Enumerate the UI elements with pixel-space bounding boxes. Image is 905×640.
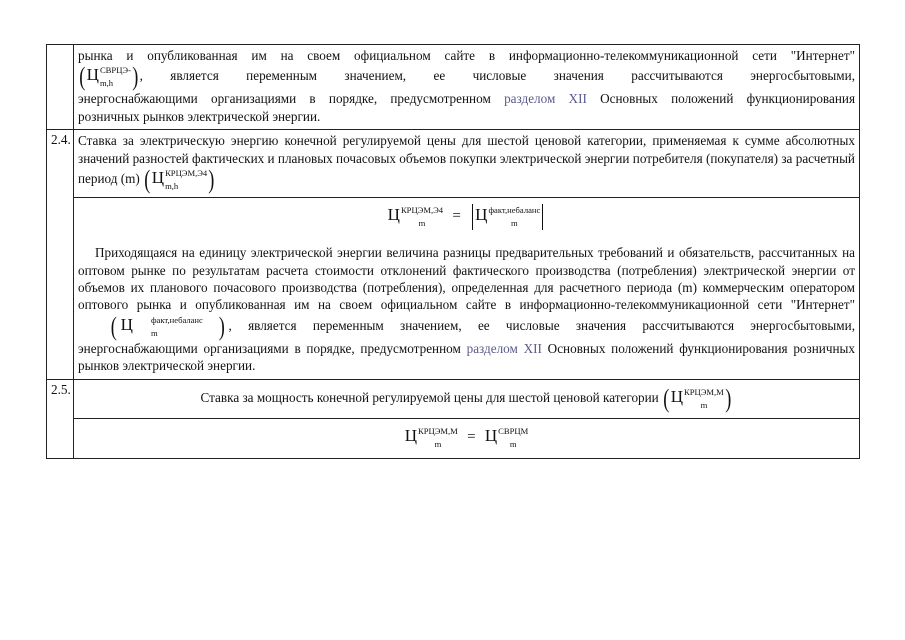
- formula-symbol: Ц: [151, 168, 165, 188]
- description-cell: [74, 130, 860, 198]
- text-line: розничных рынков электрической энергии.: [78, 108, 321, 124]
- tariff-table: [46, 44, 860, 459]
- formula-block: Ц КРЦЭМ,Э4 m = Ц факт,небаланс m: [78, 204, 855, 230]
- section-link[interactable]: разделом XII: [466, 340, 542, 356]
- text-fragment: , является переменным значением, ее числовые значения рассчитываются энергосбытовыми,: [139, 68, 855, 84]
- formula-cell: [74, 198, 860, 380]
- rate-description: Ставка за мощность конечной регулируемой цены для шестой ценовой категории: [200, 389, 659, 405]
- rate-description: Ставка за электрическую энергию конечной регулируемой цены для шестой ценовой категории, применяемая к сумме абсолютных значений разностей фактических и плановых почасовых объемов покупки электрической энергии потребителя (покупателя) за расчетный период (m): [78, 133, 855, 187]
- table-row: [47, 379, 860, 418]
- row-number-cell: 2.5.: [47, 379, 74, 458]
- table-row: [47, 45, 860, 130]
- formula-symbol: Ц: [86, 65, 99, 85]
- formula-inline: ( Ц факт,небаланс m ): [110, 311, 225, 341]
- formula-inline: (Ц КРЦЭМ,М m ): [663, 383, 732, 413]
- description-cell: [74, 379, 860, 418]
- formula-explanation: Приходящаяся на единицу электрической энергии величина разницы предварительных требований и обязательств, рассчитанных на оптовом рынке по результатам расчета стоимости отклонений фактического производства (потребления) электрической энергии от объемов их планового почасового производства (потребления), определенная для расчетного периода (m) коммерческим оператором оптового рынка и опубликованная им на своем официальном сайте в информационно-телекоммуникационной сети "Интернет" ( Ц факт,небаланс m ) , является переменным значением, ее числовые значения рассчитываются энергосбытовыми, энергоснабжающими организациями в порядке, предусмотренном разделом XII Основных положений функционирования розничных рынков электрической энергии.: [78, 245, 855, 374]
- table-row: [47, 198, 860, 380]
- description-cell: [74, 45, 860, 130]
- formula-superscript: КРЦЭМ,Э4: [165, 168, 208, 179]
- formula-block: Ц КРЦЭМ,М m = Ц СВРЦМ m: [404, 425, 529, 449]
- equals-sign: =: [452, 208, 461, 225]
- abs-bar-left: [472, 204, 473, 230]
- row-number-cell: 2.4.: [47, 130, 74, 379]
- formula-inline: (Ц КРЦЭМ,Э4 m,h ): [144, 165, 215, 195]
- row-number-cell: [47, 45, 74, 130]
- formula-superscript: СВРЦЭ-: [99, 65, 131, 76]
- formula-subscript: m,h: [165, 181, 179, 192]
- text-line: энергоснабжающими организациями в порядке, предусмотренном разделом XII Основных положений функционирования: [78, 91, 856, 107]
- formula-cell: [74, 418, 860, 458]
- text-line: рынка и опубликованная им на своем официальном сайте в информационно-телекоммуникационной сети "Интернет": [78, 48, 855, 63]
- formula-inline: (Ц СВРЦЭ- m,h ): [79, 62, 139, 92]
- equals-sign: =: [467, 428, 476, 445]
- section-link[interactable]: разделом XII: [504, 91, 587, 107]
- formula-subscript: m,h: [99, 78, 114, 89]
- table-row: [47, 130, 860, 198]
- abs-bar-right: [542, 204, 543, 230]
- table-row: [47, 418, 860, 458]
- text-line: [78, 64, 855, 90]
